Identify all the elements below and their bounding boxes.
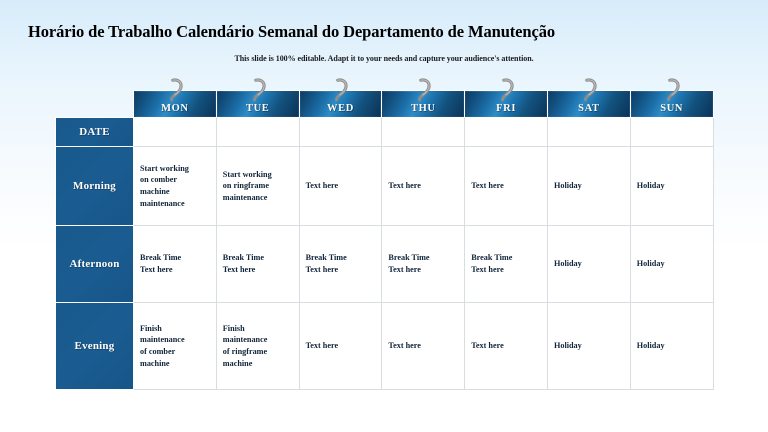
spiral-ring-icon	[249, 78, 266, 102]
schedule-cell-line: Break Time	[222, 253, 264, 263]
schedule-cell[interactable]	[630, 303, 713, 390]
day-header-wed[interactable]	[299, 91, 382, 118]
day-header-label: SUN	[660, 103, 684, 114]
spiral-ring-icon	[580, 78, 597, 102]
schedule-cell-line: Break Time	[305, 253, 347, 263]
day-header-thu[interactable]	[382, 91, 465, 118]
spiral-ring-icon	[663, 78, 680, 102]
page-title: Horário de Trabalho Calendário Semanal do Departamento de Manutenção	[28, 22, 555, 41]
spiral-ring-icon	[166, 78, 183, 102]
row-label-evening: Evening	[56, 303, 134, 390]
schedule-cell-line: Text here	[471, 265, 504, 274]
schedule-cell-line: Holiday	[553, 181, 582, 191]
schedule-cell-line: Break Time	[140, 253, 182, 263]
schedule-cell-line: of comber	[140, 347, 176, 356]
day-header-label: WED	[327, 103, 354, 114]
table-row	[56, 226, 714, 303]
schedule-cell[interactable]	[134, 226, 217, 303]
row-label-date: DATE	[56, 118, 134, 147]
row-label-morning: Morning	[56, 147, 134, 226]
day-header-label: TUE	[246, 103, 270, 114]
schedule-cell[interactable]	[134, 147, 217, 226]
day-header-label: FRI	[496, 103, 517, 114]
day-header-fri[interactable]	[465, 91, 548, 118]
schedule-cell[interactable]	[547, 226, 630, 303]
slide-subtitle: This slide is 100% editable. Adapt it to your needs and capture your audience's attention.	[234, 54, 534, 63]
schedule-cell[interactable]	[547, 118, 630, 147]
schedule-cell-line: on comber	[140, 175, 178, 185]
spiral-ring-icon	[332, 78, 349, 102]
table-corner-cell	[56, 91, 134, 118]
schedule-cell[interactable]	[382, 147, 465, 226]
schedule-cell-line: machine	[140, 358, 170, 368]
schedule-cell[interactable]	[134, 118, 217, 147]
schedule-cell-line: Text here	[388, 265, 421, 274]
schedule-cell-line: Break Time	[471, 253, 513, 263]
schedule-cell[interactable]	[630, 147, 713, 226]
table-row	[56, 118, 714, 147]
day-header-label: THU	[411, 103, 436, 114]
schedule-cell[interactable]	[134, 303, 217, 390]
schedule-cell[interactable]	[465, 226, 548, 303]
schedule-cell[interactable]	[299, 118, 382, 147]
day-header-tue[interactable]	[216, 91, 299, 118]
day-header-sat[interactable]	[547, 91, 630, 118]
schedule-cell-line: Holiday	[553, 341, 582, 351]
schedule-cell[interactable]	[547, 147, 630, 226]
day-header-label: MON	[161, 103, 189, 114]
schedule-cell-line: Text here	[222, 265, 256, 274]
schedule-cell-line: Text here	[471, 341, 504, 351]
schedule-cell-line: Start working	[140, 163, 189, 173]
schedule-cell-line: Text here	[305, 181, 339, 191]
schedule-cell-line: of ringframe	[222, 347, 268, 356]
schedule-cell-line: Break Time	[388, 253, 430, 263]
schedule-cell[interactable]	[216, 226, 299, 303]
schedule-cell-line: Start working	[222, 169, 272, 179]
schedule-cell-line: Text here	[140, 265, 173, 274]
schedule-cell-line: on ringframe	[222, 181, 269, 191]
schedule-cell-line: Holiday	[636, 259, 665, 269]
spiral-ring-icon	[415, 78, 432, 102]
schedule-cell[interactable]	[382, 118, 465, 147]
day-header-label: SAT	[578, 103, 600, 114]
day-header-mon[interactable]	[134, 91, 217, 118]
schedule-cell[interactable]	[465, 303, 548, 390]
schedule-cell-line: maintenance	[222, 335, 268, 345]
schedule-cell[interactable]	[382, 303, 465, 390]
schedule-cell[interactable]	[465, 147, 548, 226]
weekly-schedule-table-wrapper	[55, 90, 713, 390]
schedule-cell[interactable]	[216, 118, 299, 147]
schedule-cell-line: maintenance	[222, 192, 268, 202]
spiral-ring-icon	[498, 78, 515, 102]
schedule-cell[interactable]	[382, 226, 465, 303]
weekly-schedule-table	[55, 90, 714, 390]
table-header-row	[56, 91, 714, 118]
schedule-cell-line: Finish	[140, 323, 162, 333]
schedule-cell-line: Text here	[388, 181, 421, 191]
schedule-cell[interactable]	[299, 226, 382, 303]
schedule-cell-line: machine	[222, 358, 253, 368]
schedule-cell-line: maintenance	[140, 198, 185, 208]
schedule-cell-line: Text here	[471, 181, 504, 191]
row-label-afternoon: Afternoon	[56, 226, 134, 303]
schedule-cell[interactable]	[630, 118, 713, 147]
schedule-cell[interactable]	[299, 303, 382, 390]
schedule-cell-line: Holiday	[553, 259, 582, 269]
schedule-cell[interactable]	[216, 303, 299, 390]
schedule-cell[interactable]	[630, 226, 713, 303]
schedule-cell-line: Holiday	[636, 181, 665, 191]
schedule-cell[interactable]	[547, 303, 630, 390]
schedule-cell-line: Finish	[222, 323, 245, 333]
schedule-cell-line: Text here	[305, 341, 339, 351]
schedule-cell[interactable]	[299, 147, 382, 226]
schedule-cell[interactable]	[465, 118, 548, 147]
table-row	[56, 147, 714, 226]
schedule-cell[interactable]	[216, 147, 299, 226]
schedule-cell-line: Holiday	[636, 341, 665, 351]
table-row	[56, 303, 714, 390]
schedule-cell-line: Text here	[388, 341, 421, 351]
schedule-cell-line: Text here	[305, 265, 339, 274]
schedule-cell-line: maintenance	[140, 335, 185, 345]
schedule-cell-line: machine	[140, 187, 170, 196]
day-header-sun[interactable]	[630, 91, 713, 118]
